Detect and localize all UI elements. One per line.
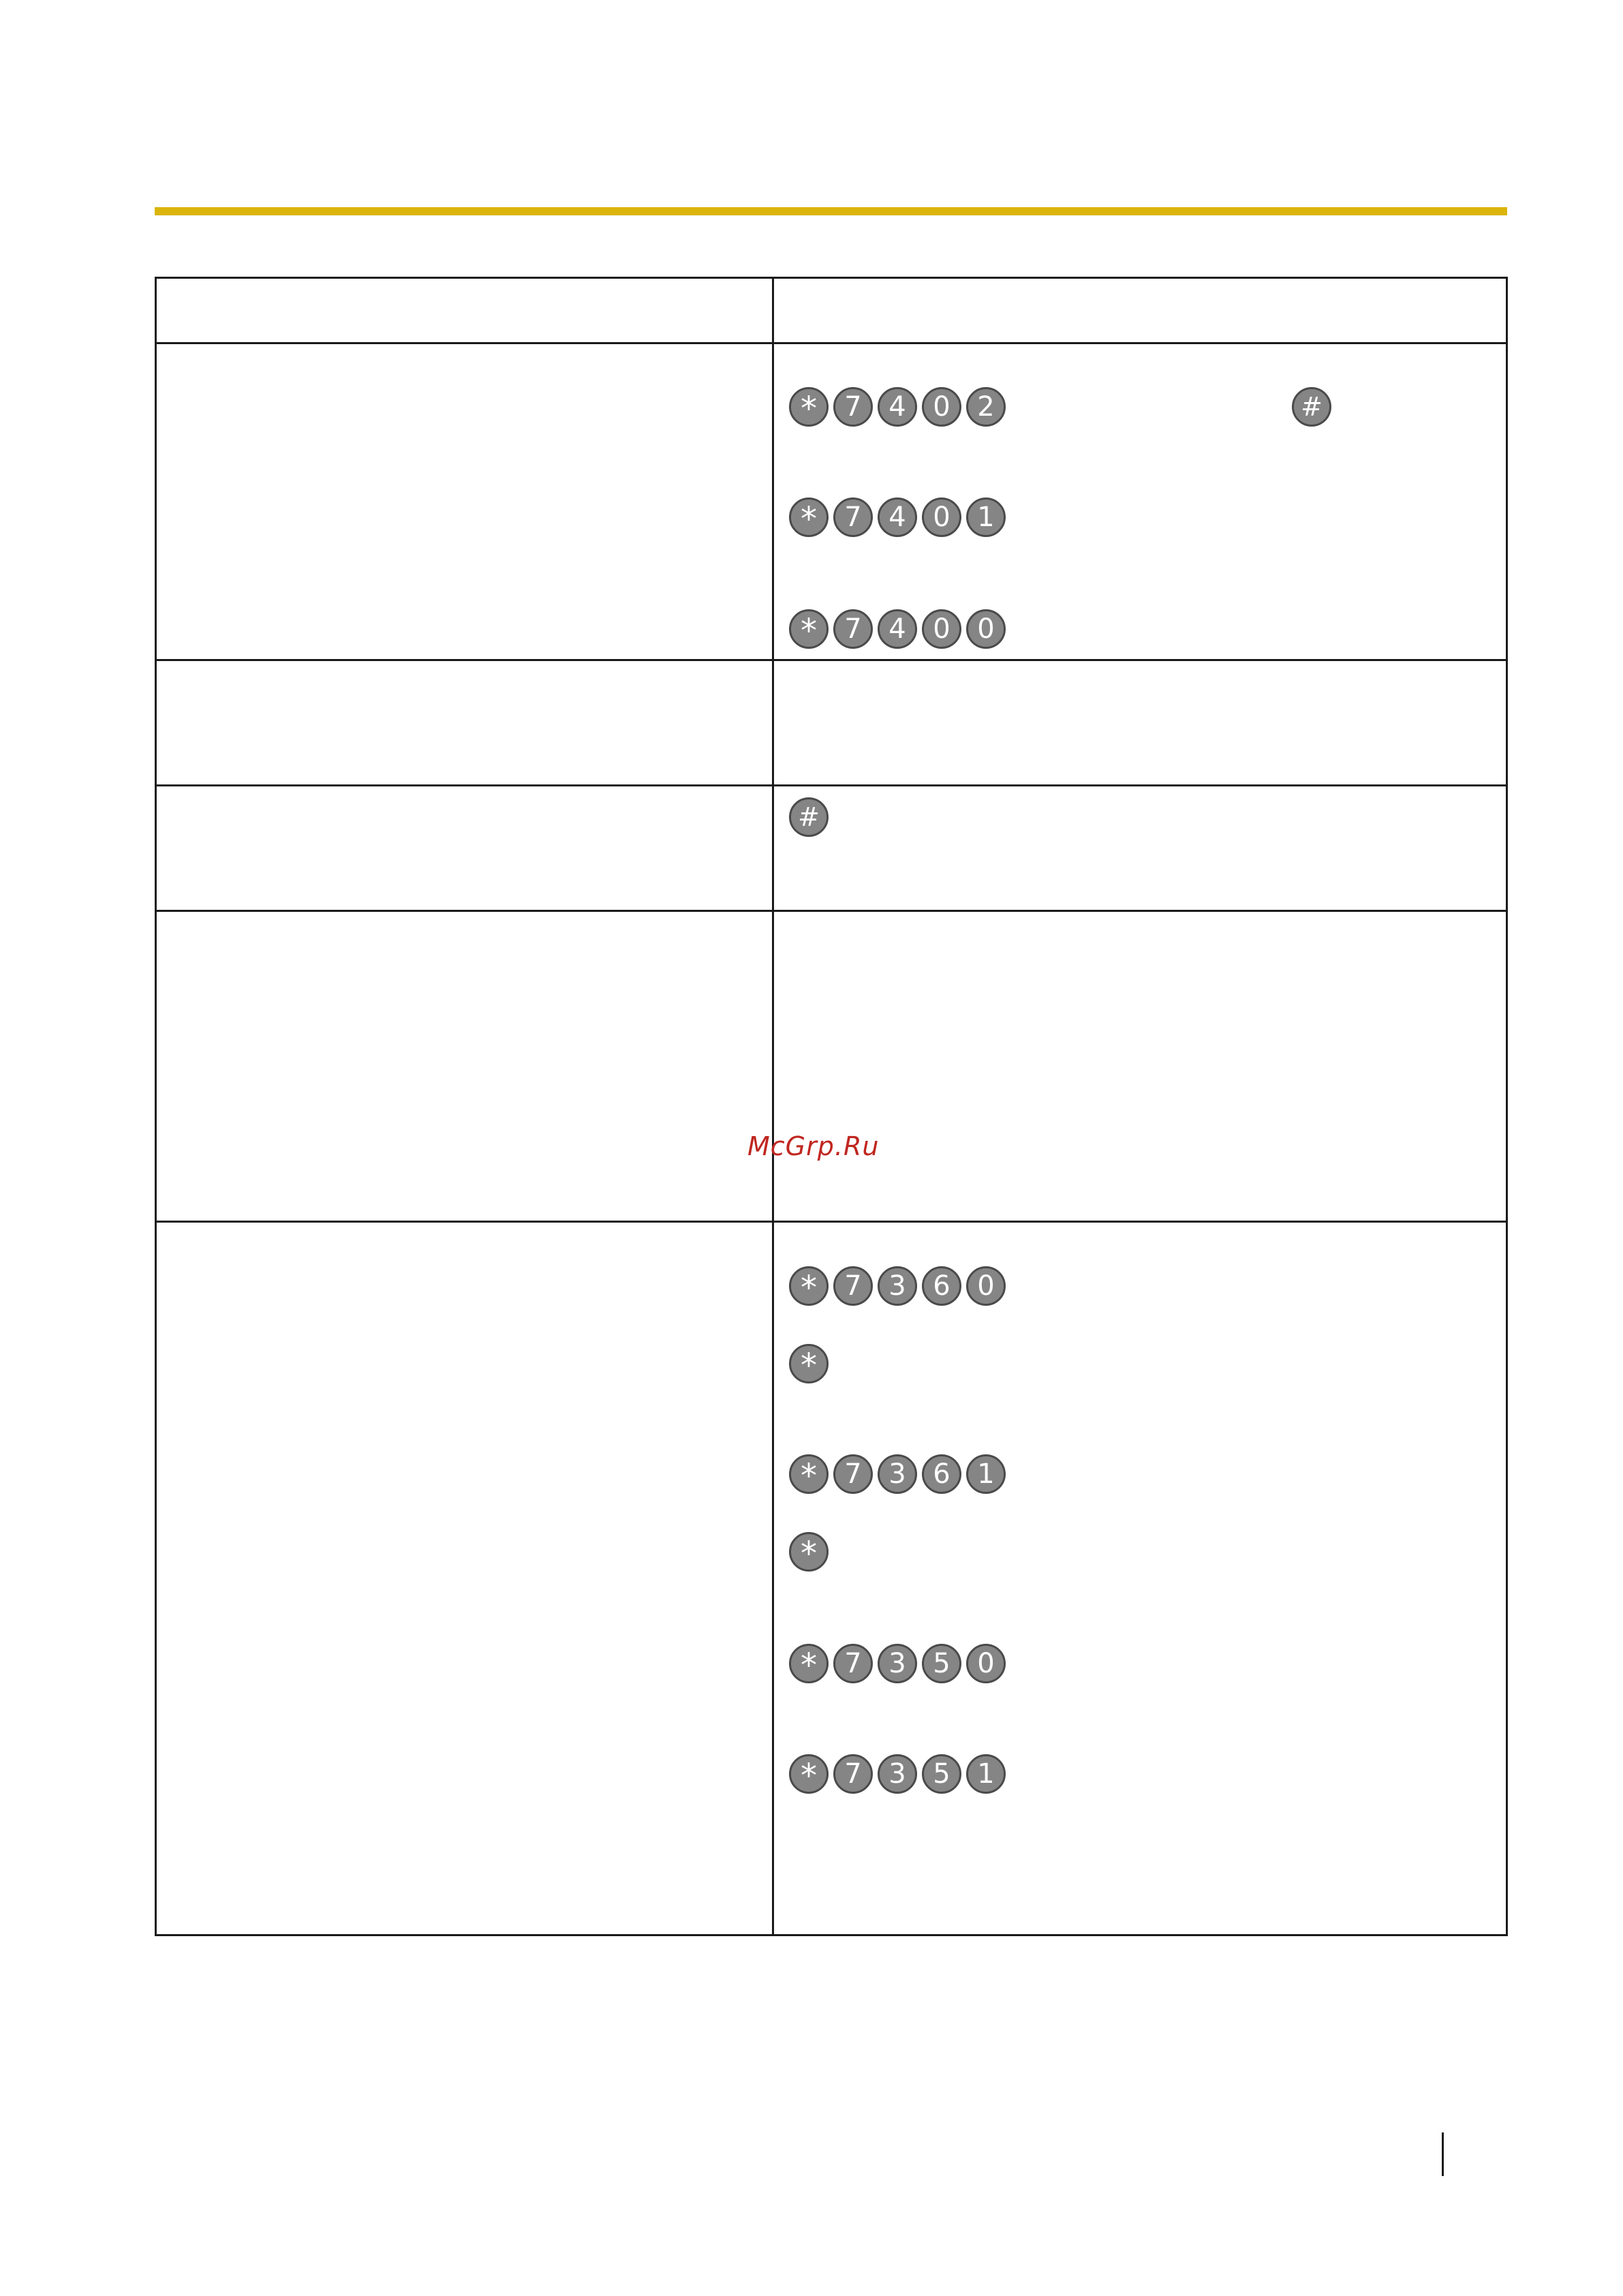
digit-key-icon: 0 xyxy=(922,609,961,649)
key-sequence xyxy=(789,609,1006,649)
star-key-icon: * xyxy=(789,1344,829,1383)
watermark: McGrp.Ru xyxy=(747,1131,880,1161)
key-sequence xyxy=(789,1754,1006,1794)
star-key-icon: * xyxy=(789,609,829,649)
key-sequence xyxy=(789,498,1006,537)
digit-key-icon: 4 xyxy=(878,387,917,427)
digit-key-icon: 3 xyxy=(878,1454,917,1494)
table-column-divider xyxy=(772,277,774,1936)
key-sequence xyxy=(789,1644,1006,1683)
digit-key-icon: 2 xyxy=(966,387,1006,427)
digit-key-icon: 7 xyxy=(833,609,873,649)
key-sequence xyxy=(789,1532,829,1572)
digit-key-icon: 3 xyxy=(878,1754,917,1794)
digit-key-icon: 0 xyxy=(966,1266,1006,1306)
page-number-bar xyxy=(1442,2132,1444,2176)
hash-key-icon: # xyxy=(789,797,829,837)
digit-key-icon: 5 xyxy=(922,1754,961,1794)
digit-key-icon: 7 xyxy=(833,387,873,427)
digit-key-icon: 7 xyxy=(833,1754,873,1794)
digit-key-icon: 7 xyxy=(833,1644,873,1683)
digit-key-icon: 0 xyxy=(966,609,1006,649)
hash-key-icon: # xyxy=(1292,387,1331,427)
digit-key-icon: 1 xyxy=(966,1454,1006,1494)
digit-key-icon: 4 xyxy=(878,609,917,649)
digit-key-icon: 6 xyxy=(922,1454,961,1494)
star-key-icon: * xyxy=(789,498,829,537)
star-key-icon: * xyxy=(789,1532,829,1572)
table-border-right xyxy=(1506,277,1508,1936)
digit-key-icon: 3 xyxy=(878,1266,917,1306)
key-sequence xyxy=(1292,387,1331,427)
table-row-divider xyxy=(155,342,1508,344)
digit-key-icon: 0 xyxy=(966,1644,1006,1683)
key-sequence xyxy=(789,387,1006,427)
key-sequence xyxy=(789,1266,1006,1306)
key-sequence xyxy=(789,797,829,837)
digit-key-icon: 1 xyxy=(966,498,1006,537)
star-key-icon: * xyxy=(789,1754,829,1794)
table-border-bottom xyxy=(155,1934,1508,1936)
table-row-divider xyxy=(155,910,1508,912)
star-key-icon: * xyxy=(789,1454,829,1494)
digit-key-icon: 7 xyxy=(833,498,873,537)
digit-key-icon: 0 xyxy=(922,498,961,537)
table-row-divider xyxy=(155,784,1508,786)
digit-key-icon: 7 xyxy=(833,1266,873,1306)
digit-key-icon: 5 xyxy=(922,1644,961,1683)
star-key-icon: * xyxy=(789,1644,829,1683)
digit-key-icon: 7 xyxy=(833,1454,873,1494)
star-key-icon: * xyxy=(789,387,829,427)
table-border-top xyxy=(155,277,1508,279)
digit-key-icon: 6 xyxy=(922,1266,961,1306)
digit-key-icon: 1 xyxy=(966,1754,1006,1794)
key-sequence xyxy=(789,1344,829,1383)
digit-key-icon: 4 xyxy=(878,498,917,537)
star-key-icon: * xyxy=(789,1266,829,1306)
digit-key-icon: 0 xyxy=(922,387,961,427)
table-border-left xyxy=(155,277,157,1936)
digit-key-icon: 3 xyxy=(878,1644,917,1683)
table-row-divider xyxy=(155,659,1508,661)
key-sequence xyxy=(789,1454,1006,1494)
table-row-divider xyxy=(155,1221,1508,1223)
